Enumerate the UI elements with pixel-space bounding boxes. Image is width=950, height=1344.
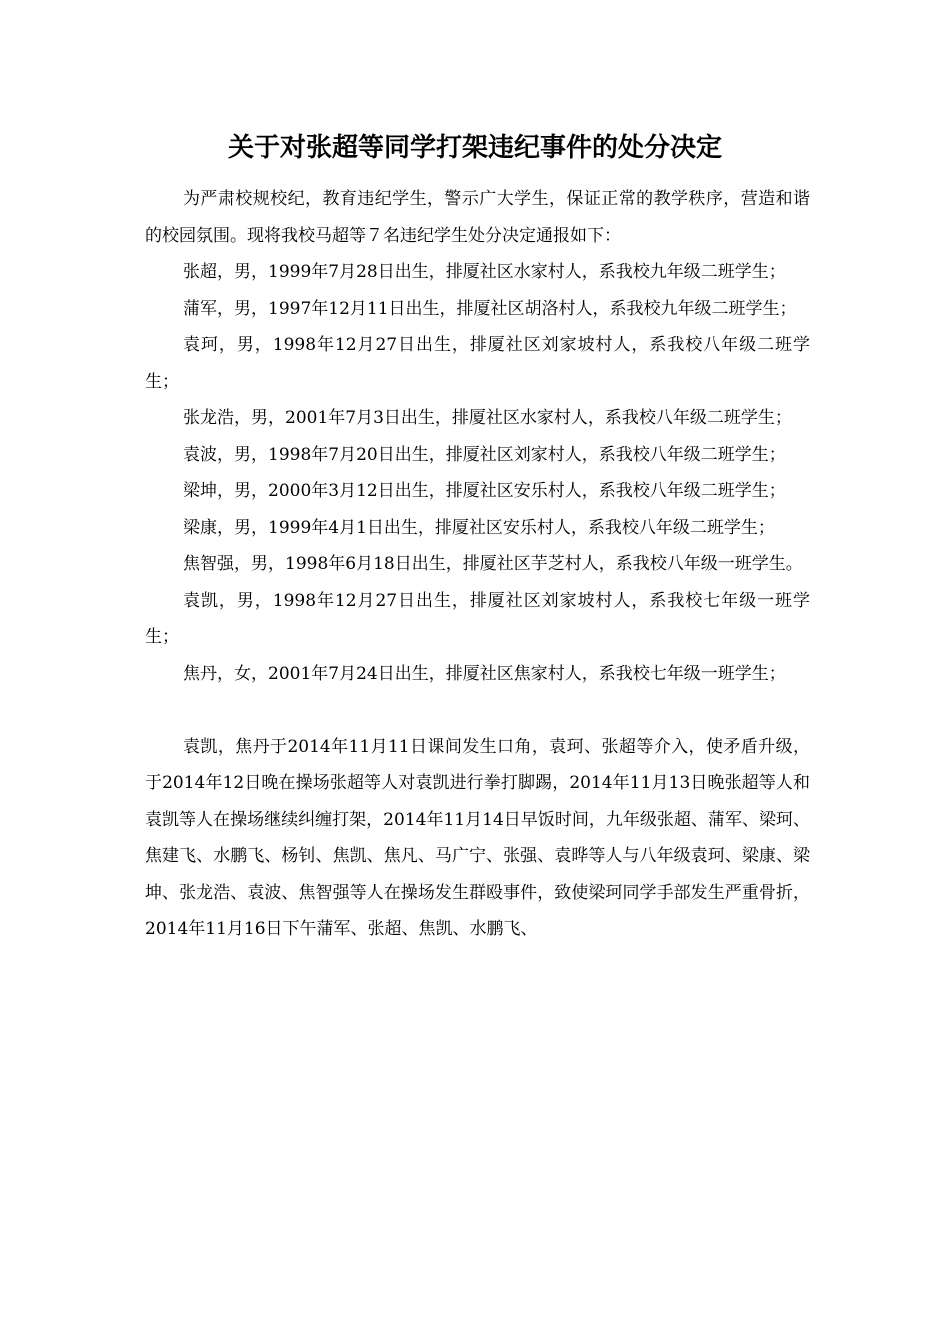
blank-line xyxy=(145,692,810,729)
document-body xyxy=(145,181,810,948)
student-entry: 袁珂，男，1998年12月27日出生，排厦社区刘家坡村人，系我校八年级二班学生； xyxy=(145,335,810,392)
student-entry: 袁凯，男，1998年12月27日出生，排厦社区刘家坡村人，系我校七年级一班学生； xyxy=(145,590,810,647)
student-entry: 焦丹，女，2001年7月24日出生，排厦社区焦家村人，系我校七年级一班学生； xyxy=(183,663,786,684)
intro-paragraph: 为严肃校规校纪，教育违纪学生，警示广大学生，保证正常的教学秩序，营造和谐的校园氛围。现将我校马超等７名违纪学生处分决定通报如下： xyxy=(145,189,810,246)
student-entry: 袁波，男，1998年7月20日出生，排厦社区刘家村人，系我校八年级二班学生； xyxy=(183,444,786,465)
incident-paragraph: 袁凯，焦丹于2014年11月11日课间发生口角，袁珂、张超等介入，使矛盾升级，于2014年12日晚在操场张超等人对袁凯进行拳打脚踢，2014年11月13日晚张超等人和袁凯等人在操场继续纠缠打架，2014年11月14日早饭时间，九年级张超、蒲军、梁珂、焦建飞、水鹏飞、杨钊、焦凯、焦凡、马广宁、张强、袁晔等人与八年级袁珂、梁康、梁坤、张龙浩、袁波、焦智强等人在操场发生群殴事件，致使梁珂同学手部发生严重骨折，2014年11月16日下午蒲军、张超、焦凯、水鹏飞、 xyxy=(145,736,810,939)
student-entry: 梁康，男，1999年4月1日出生，排厦社区安乐村人，系我校八年级二班学生； xyxy=(183,517,775,538)
document-title: 关于对张超等同学打架违纪事件的处分决定 xyxy=(227,133,722,163)
student-entry: 张超，男，1999年7月28日出生，排厦社区水家村人，系我校九年级二班学生； xyxy=(183,262,786,282)
student-entry: 蒲军，男，1997年12月11日出生，排厦社区胡洛村人，系我校九年级二班学生； xyxy=(183,298,797,319)
student-entry: 梁坤，男，2000年3月12日出生，排厦社区安乐村人，系我校八年级二班学生； xyxy=(183,481,786,501)
student-entry: 焦智强，男，1998年6月18日出生，排厦社区芋芝村人，系我校八年级一班学生。 xyxy=(183,554,803,574)
student-entry: 张龙浩，男，2001年7月3日出生，排厦社区水家村人，系我校八年级二班学生； xyxy=(183,408,792,428)
